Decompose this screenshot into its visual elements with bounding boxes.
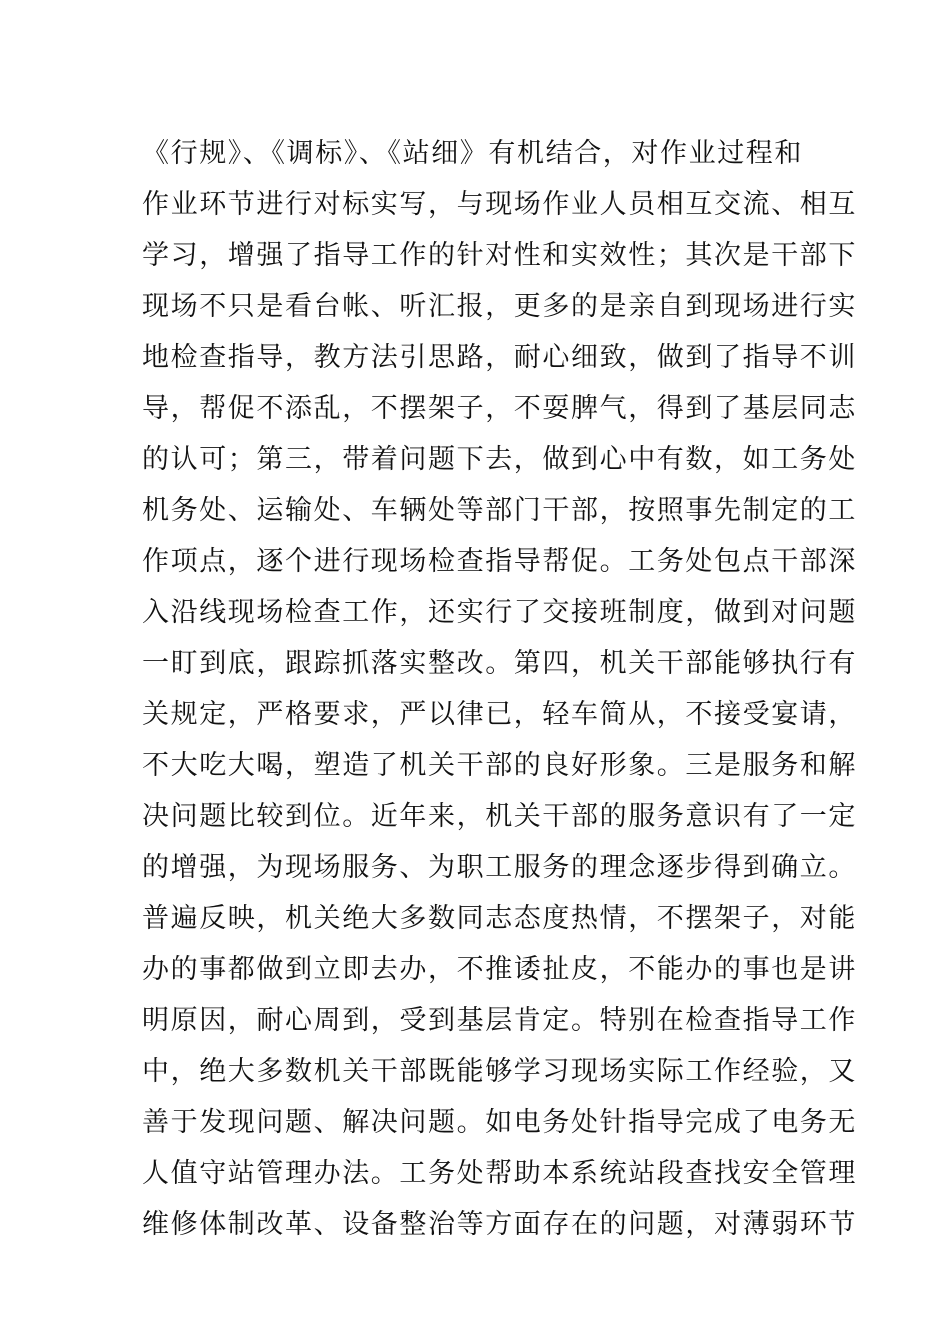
text-line-5: 地检查指导，教方法引思路，耐心细致，做到了指导不训 <box>142 342 857 373</box>
body-text <box>142 128 857 1250</box>
text-line-9: 作项点，逐个进行现场检查指导帮促。工务处包点干部深 <box>142 546 857 577</box>
text-line-21: 人值守站管理办法。工务处帮助本系统站段查找安全管理 <box>142 1158 857 1189</box>
text-line-13: 不大吃大喝，塑造了机关干部的良好形象。三是服务和解 <box>142 750 857 781</box>
text-line-6: 导，帮促不添乱，不摆架子，不耍脾气，得到了基层同志 <box>142 393 857 424</box>
text-line-12: 关规定，严格要求，严以律已，轻车简从，不接受宴请， <box>142 699 857 730</box>
text-line-7: 的认可；第三，带着问题下去，做到心中有数，如工务处 <box>142 444 857 475</box>
text-line-3: 学习，增强了指导工作的针对性和实效性；其次是干部下 <box>142 240 857 271</box>
text-line-16: 普遍反映，机关绝大多数同志态度热情，不摆架子，对能 <box>142 903 857 934</box>
text-line-14: 决问题比较到位。近年来，机关干部的服务意识有了一定 <box>142 801 857 832</box>
text-line-22: 维修体制改革、设备整治等方面存在的问题，对薄弱环节 <box>142 1209 857 1240</box>
text-line-4: 现场不只是看台帐、听汇报，更多的是亲自到现场进行实 <box>142 291 857 322</box>
text-line-8: 机务处、运输处、车辆处等部门干部，按照事先制定的工 <box>142 495 857 526</box>
text-line-17: 办的事都做到立即去办，不推诿扯皮，不能办的事也是讲 <box>142 954 857 985</box>
text-line-10: 入沿线现场检查工作，还实行了交接班制度，做到对问题 <box>142 597 857 628</box>
text-line-20: 善于发现问题、解决问题。如电务处针指导完成了电务无 <box>142 1107 857 1138</box>
text-line-11: 一盯到底，跟踪抓落实整改。第四，机关干部能够执行有 <box>142 648 857 679</box>
text-line-15: 的增强，为现场服务、为职工服务的理念逐步得到确立。 <box>142 852 857 883</box>
text-line-1: 《行规》、《调标》、《站细》有机结合，对作业过程和 <box>142 138 803 169</box>
text-line-18: 明原因，耐心周到，受到基层肯定。特别在检查指导工作 <box>142 1005 857 1036</box>
text-line-19: 中，绝大多数机关干部既能够学习现场实际工作经验，又 <box>142 1056 857 1087</box>
text-line-2: 作业环节进行对标实写，与现场作业人员相互交流、相互 <box>142 189 857 220</box>
